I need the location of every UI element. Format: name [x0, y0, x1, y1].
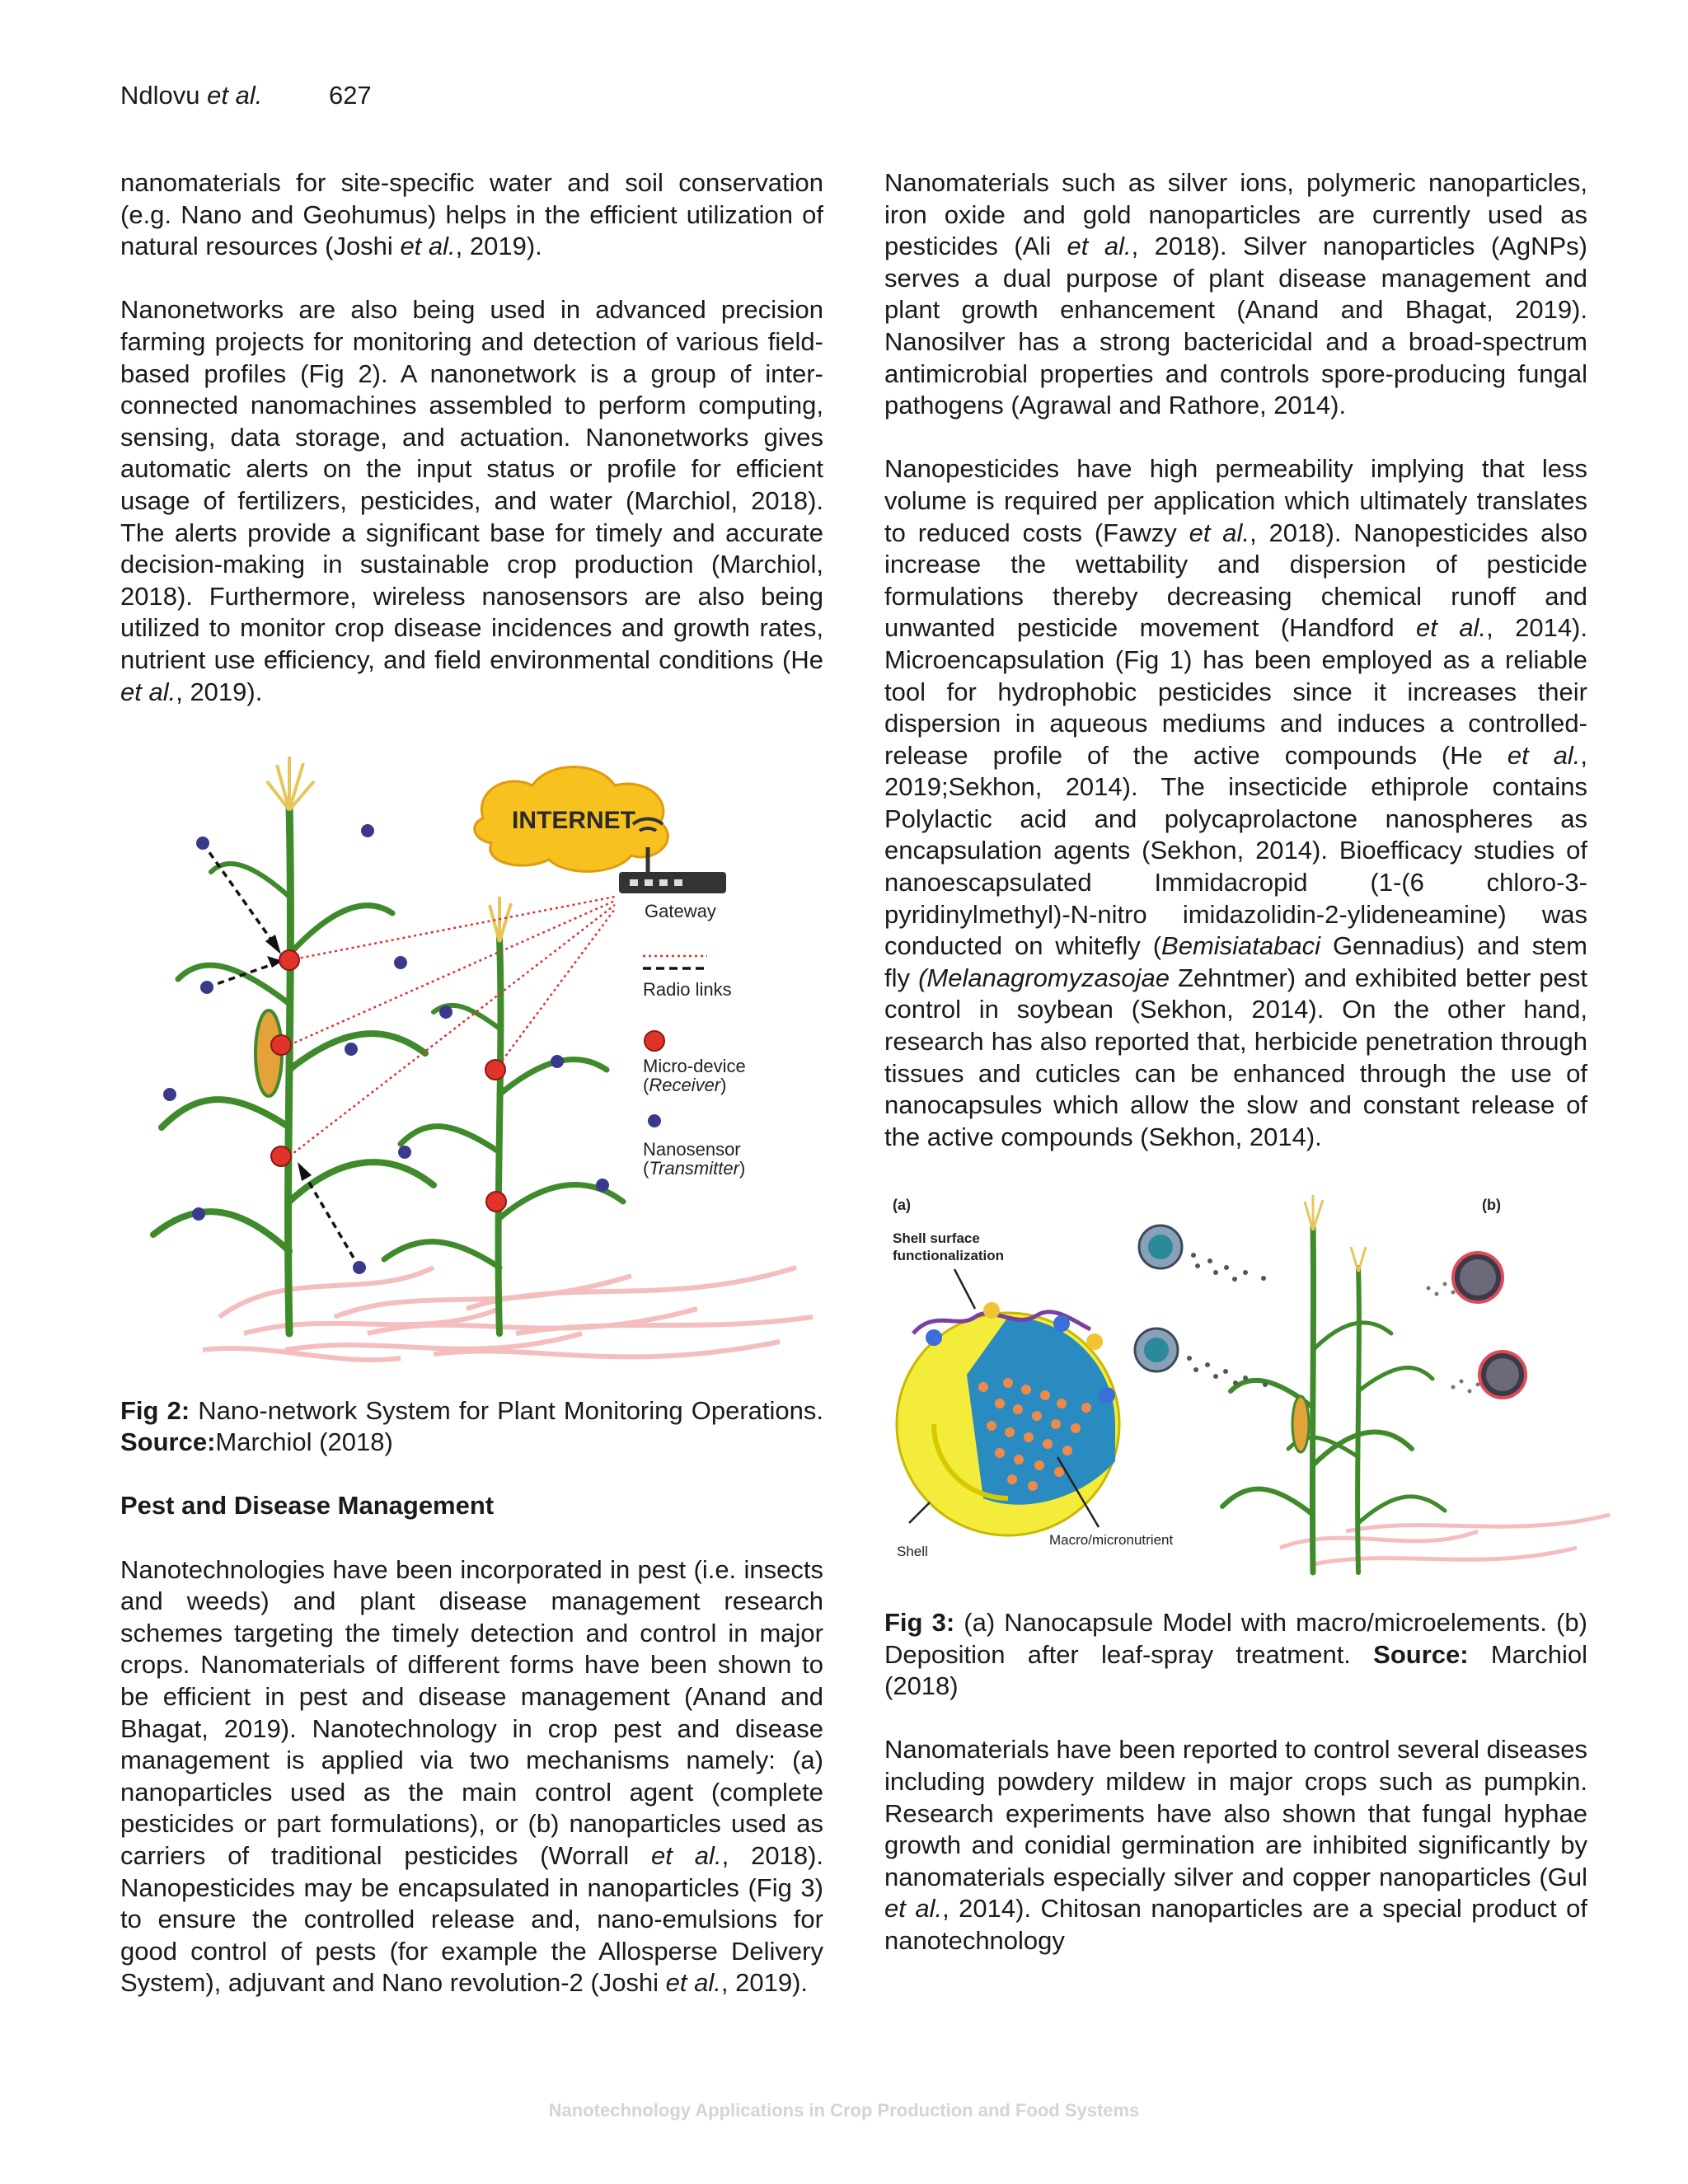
svg-text:(Receiver): (Receiver): [643, 1074, 727, 1095]
legend-nanosensor: Nanosensor: [643, 1138, 741, 1160]
deposited-capsules: [1453, 1253, 1526, 1398]
radio-links: [289, 897, 615, 1156]
maize-plant-b1: [1222, 1226, 1412, 1572]
header-author: Ndlovu: [120, 81, 200, 110]
roots-b: [1280, 1515, 1610, 1564]
tassel-1: [267, 757, 314, 810]
text-run: Nanotechnologies have been incorporated in pest (i.e. insects and weeds) and plant disease management research schemes targeting the timely detection and control in major crops. Nanomaterials of different forms have been shown to be efficient in pest and disease management (Anand and Bhagat, 2019). Nanotechnology in crop pest and disease management is applied via two mechanisms namely: (a) nanoparticles used as the main control agent (complete pesticides or part formulations), or (b) nanoparticles used as carriers of traditional pesticides (Worrall: [120, 1554, 823, 1870]
shell-label: Shell: [897, 1544, 928, 1559]
legend-micro-device: Micro-device: [643, 1055, 746, 1076]
text-run: Nanopesticides have high permeability implying that less volume is required per application which ultimately translates to reduced costs (Fawzy: [884, 454, 1587, 547]
italic-run: Bemisiatabaci: [1161, 931, 1321, 961]
macro-micro-label: Macro/micronutrient: [1049, 1532, 1174, 1548]
text-run: , 2018). Nanopesticides may be encapsulated in nanoparticles (Fig 3) to ensure the controlled release and, nano-emulsions for good control of pests (for example the Allosperse Delivery System), adjuvant and Nano revolution-2 (Joshi: [120, 1841, 824, 1998]
text-run: Gennadius) and stem fly: [884, 931, 1587, 992]
paragraph: [120, 1554, 823, 1999]
spray-droplets: [1187, 1253, 1268, 1387]
section-heading: Pest and Disease Management: [120, 1491, 495, 1521]
roots: [203, 1268, 813, 1360]
text-run: Nanomaterials such as silver ions, polymeric nanoparticles, iron oxide and gold nanoparticles are currently used as pesticides (Ali: [884, 168, 1587, 261]
legend-transmitter: Transmitter: [649, 1157, 739, 1179]
legend: [643, 956, 746, 1179]
right-column: [884, 167, 1587, 1989]
text-run: Nano-network System for Plant Monitoring Operations.: [190, 1395, 823, 1425]
italic-run: et al.: [1067, 232, 1132, 261]
gateway-label: Gateway: [645, 900, 716, 921]
paragraph: [884, 167, 1587, 422]
figure-3-caption: [884, 1607, 1587, 1703]
italic-run: (Melanagromyzasojae: [918, 963, 1170, 992]
text-run: Marchiol (2018): [215, 1427, 393, 1457]
text-run: nanomaterials for site-specific water and soil conservation (e.g. Nano and Geohumus) helps in the efficient utilization of natural resources (Joshi: [120, 168, 823, 261]
paragraph: [884, 1734, 1587, 1957]
text-run: Marchiol (2018): [884, 1639, 1587, 1701]
italic-run: et al.: [1416, 613, 1487, 643]
italic-run: et al.: [120, 677, 176, 706]
figure-2-nanonetwork: [120, 740, 823, 1379]
nanosensors: [163, 824, 609, 1274]
italic-run: et al.: [884, 1894, 943, 1924]
text-run: Zehntmer) and exhibited better pest control in soybean (Sekhon, 2014). On the other hand, research has also reported that, herbicide penetration through tissues and cuticles can be enhanced through the use of nanocapsules which allow the slow and constant release of the active compounds (Sekhon, 2014).: [884, 963, 1587, 1151]
bold-run: Source:: [120, 1427, 216, 1457]
running-footer: Nanotechnology Applications in Crop Production and Food Systems: [548, 2100, 1140, 2121]
figure-3-illustration: [884, 1185, 1613, 1587]
header-etal: et al.: [199, 81, 263, 110]
text-run: , 2014). Microencapsulation (Fig 1) has been employed as a reliable tool for hydrophobic pesticides since it increases their dispersion in aqueous mediums and induces a controlled-release profile of the active compounds (He: [884, 613, 1587, 770]
paragraph: [120, 167, 823, 263]
paragraph: [120, 294, 823, 708]
text-run: Nanomaterials have been reported to control several diseases including powdery mildew in major crops such as pumpkin. Research experiments have also shown that fungal hyphae growth and conidial germination are inhibited significantly by nanomaterials especially silver and copper nanoparticles (Gul: [884, 1735, 1587, 1891]
nanocapsule-shell-icon: [897, 1302, 1119, 1535]
text-run: , 2014). Chitosan nanoparticles are a special product of nanotechnology: [884, 1894, 1587, 1955]
bold-run: Source:: [1373, 1639, 1469, 1669]
svg-text:(Transmitter): (Transmitter): [643, 1157, 746, 1179]
legend-radio-links: Radio links: [643, 978, 732, 1000]
text-run: , 2019).: [455, 232, 542, 261]
panel-b-label: (b): [1482, 1197, 1501, 1213]
text-run: Nanonetworks are also being used in advanced precision farming projects for monitoring and detection of various field-based profiles (Fig 2). A nanonetwork is a group of inter-connected nanomachines assembled to perform computing, sensing, data storage, and actuation. Nanonetworks gives automatic alerts on the input status or profile for efficient usage of fertilizers, pesticides, and water (Marchiol, 2018). The alerts provide a significant base for timely and accurate decision-making in sustainable crop production (Marchiol, 2018). Furthermore, wireless nanosensors are also being utilized to monitor crop disease incidences and growth rates, nutrient use efficiency, and field environmental conditions (He: [120, 295, 823, 674]
figure-2-illustration: [120, 740, 823, 1379]
text-run: , 2019;Sekhon, 2014). The insecticide ethiprole contains Polylactic acid and polycaprolactone nanospheres as encapsulation agents (Sekhon, 2014). Bioefficacy studies of nanoescapsulated Immidacropid (1-(6 chloro-3-pyridinylmethyl)-N-nitro imidazolidin-2-ylideneamine) was conducted on whitefly (: [884, 740, 1587, 961]
italic-run: et al.: [1507, 740, 1581, 770]
legend-receiver: Receiver: [649, 1074, 721, 1095]
text-run: , 2018). Nanopesticides also increase the wettability and dispersion of pesticide formulations thereby decreasing chemical runoff and unwanted pesticide movement (Handford: [884, 518, 1587, 643]
text-run: (a) Nanocapsule Model with macro/microelements. (b) Deposition after leaf-spray treatment.: [884, 1608, 1587, 1669]
paragraph: [884, 453, 1587, 1153]
italic-run: et al.: [665, 1968, 721, 1998]
text-run: , 2019).: [720, 1968, 809, 1998]
internet-label: INTERNET: [512, 806, 635, 834]
bold-run: Fig 3:: [884, 1608, 955, 1637]
bold-run: Fig 2:: [120, 1395, 190, 1425]
page-number: 627: [328, 81, 372, 110]
italic-run: et al.: [1189, 518, 1250, 547]
figure-3-nanocapsule: [884, 1185, 1613, 1587]
italic-run: et al.: [400, 232, 456, 261]
figure-2-caption: [120, 1395, 823, 1459]
left-column: [120, 167, 823, 2032]
shell-surface-label-2: functionalization: [893, 1248, 1005, 1263]
text-run: , 2018). Silver nanoparticles (AgNPs) serves a dual purpose of plant disease management and plant growth enhancement (Anand and Bhagat, 2019). Nanosilver has a strong bactericidal and a broad-spectrum antimicrobial properties and controls spore-producing fungal pathogens (Agrawal and Rathore, 2014).: [884, 232, 1587, 420]
italic-run: et al.: [651, 1841, 722, 1870]
running-header: [120, 79, 372, 112]
text-run: , 2019).: [176, 677, 263, 706]
panel-a-label: (a): [893, 1197, 911, 1213]
shell-surface-label-1: Shell surface: [893, 1230, 980, 1246]
spray-capsules: [1135, 1226, 1182, 1371]
